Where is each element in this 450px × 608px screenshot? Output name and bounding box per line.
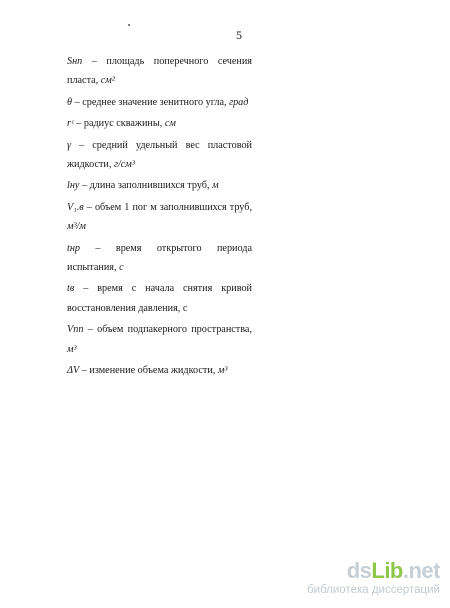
definition-item: ΔV – изменение объема жидкости, м³ <box>67 365 228 377</box>
definition-item: θ – среднее значение зенитного угла, град <box>67 96 249 108</box>
definition-item: tв – время с начала снятия кривой восстановления давления, с <box>67 283 252 314</box>
definition-item: lну – длина заполнившихся труб, м <box>67 180 219 192</box>
definition-item: Vпп – объем подпакерного пространства, м³ <box>67 324 252 355</box>
symbol-definitions <box>67 52 252 383</box>
scan-speck <box>128 24 130 26</box>
definition-item: rᶜ – радиус скважины, см <box>67 118 176 130</box>
definition-item: V₁.в – объем 1 пог м заполнившихся труб, м³/м <box>67 201 252 233</box>
dslib-watermark <box>307 557 440 597</box>
definition-item: Sнп – площадь поперечного сечения пласта, см² <box>67 56 252 87</box>
definition-item: γ – средний удельный вес пластовой жидкости, г/см³ <box>67 139 252 171</box>
watermark-subtitle: библиотека диссертаций <box>307 583 440 596</box>
dslib-logo: dsLib.net <box>346 557 440 583</box>
definition-item: tнр – время открытого периода испытания, с <box>67 242 252 274</box>
page-number: 5 <box>236 28 242 42</box>
